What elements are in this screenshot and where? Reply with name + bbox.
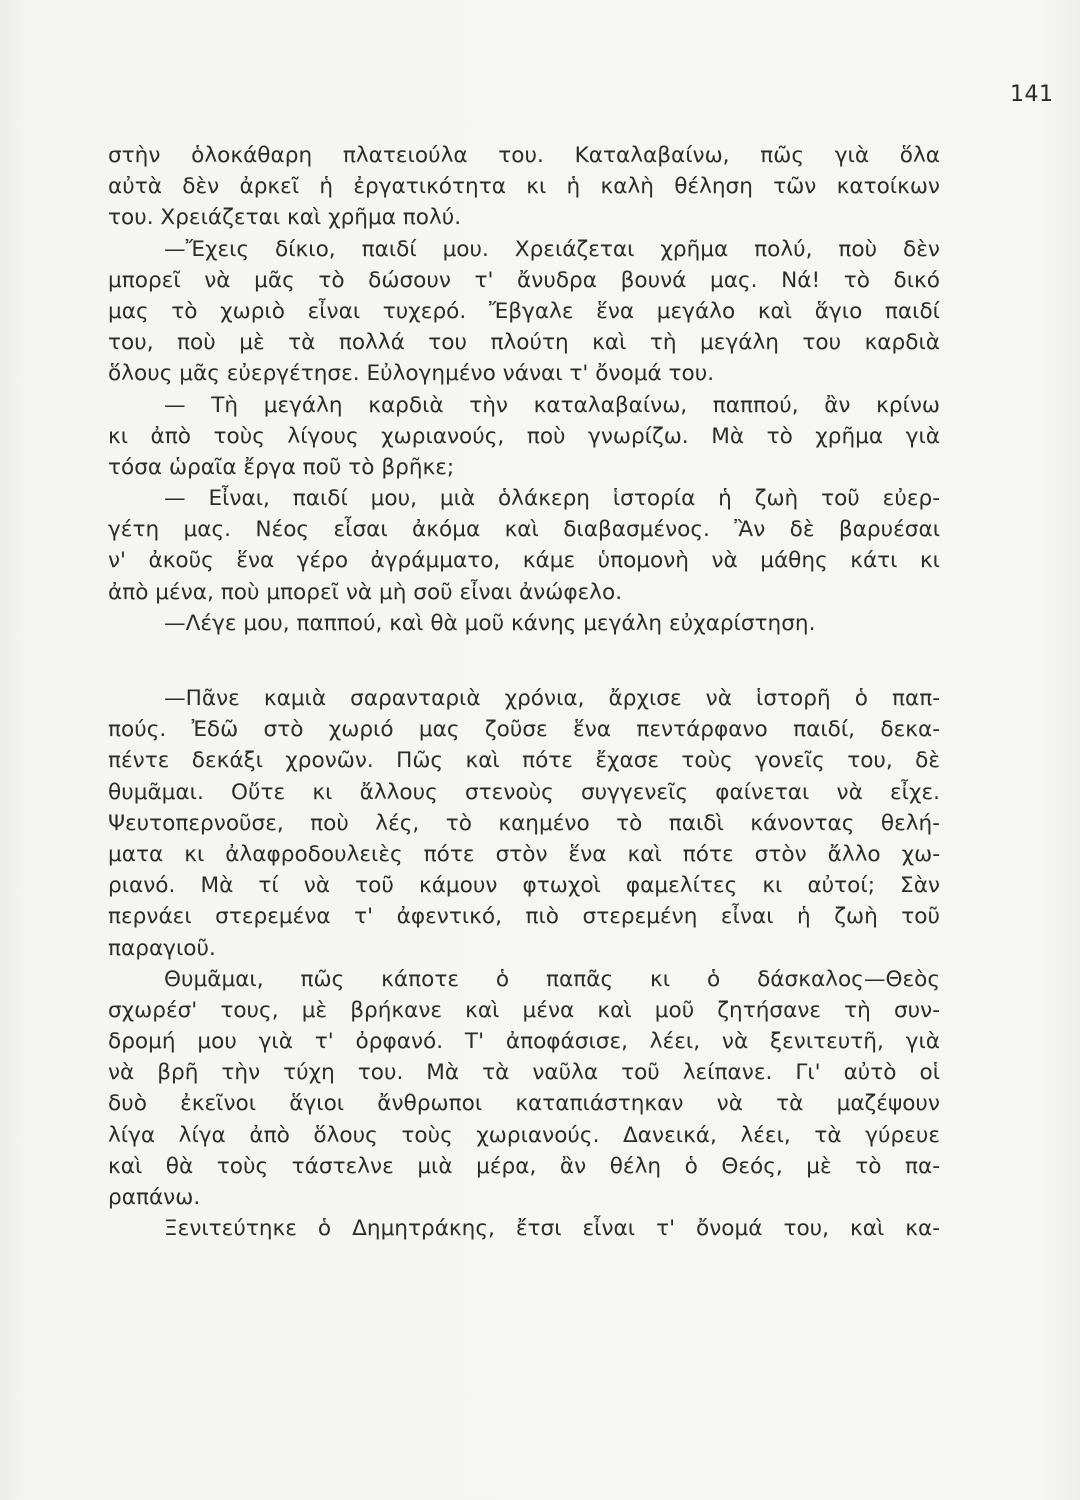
text-line: αὐτὰ δὲν ἀρκεῖ ἡ ἐργατικότητα κι ἡ καλὴ θέληση τῶν κατοίκων [108,174,940,200]
section-gap [108,639,940,683]
text-line: ριανό. Μὰ τί νὰ τοῦ κάμουν φτωχοὶ φαμελίτες κι αὐτοί; Σὰν [108,873,940,899]
text-line: δυὸ ἐκεῖνοι ἅγιοι ἄνθρωποι καταπιάστηκαν νὰ τὰ μαζέψουν [108,1091,940,1117]
text-line: μπορεῖ νὰ μᾶς τὸ δώσουν τ' ἄνυδρα βουνά μας. Νά! τὸ δικό [108,267,940,293]
paragraph [108,483,940,608]
paragraph [108,1213,940,1244]
text-line: —Λέγε μου, παππού, καὶ θὰ μοῦ κάνης μεγάλη εὐχαρίστηση. [164,610,816,636]
text-line: ραπάνω. [108,1185,201,1210]
paragraph [108,964,940,1214]
paragraph [108,608,940,639]
text-line: — Τὴ μεγάλη καρδιὰ τὴν καταλαβαίνω, παππού, ἂν κρίνω [164,392,940,418]
text-line: νὰ βρῆ τὴν τύχη του. Μὰ τὰ ναῦλα τοῦ λείπανε. Γι' αὐτὸ οἱ [108,1060,940,1086]
text-line: παραγιοῦ. [108,935,216,961]
text-line: —Πᾶνε καμιὰ σαρανταριὰ χρόνια, ἄρχισε νὰ ἱστορῆ ὁ παπ- [164,686,940,711]
text-line: πούς. Ἐδῶ στὸ χωριό μας ζοῦσε ἕνα πεντάρφανο παιδί, δεκα- [108,717,940,743]
text-line: γέτη μας. Νέος εἶσαι ἀκόμα καὶ διαβασμένος. Ἂν δὲ βαρυέσαι [108,517,940,543]
text-line: τόσα ὡραῖα ἔργα ποῦ τὸ βρῆκε; [108,454,455,480]
text-line: Ξενιτεύτηκε ὁ Δημητράκης, ἔτσι εἶναι τ' ὄνομά του, καὶ κα- [164,1216,940,1242]
text-line: Θυμᾶμαι, πῶς κάποτε ὁ παπᾶς κι ὁ δάσκαλος—Θεὸς [164,966,940,992]
text-line: δρομή μου γιὰ τ' ὀρφανό. Τ' ἀποφάσισε, λέει, νὰ ξενιτευτῆ, γιὰ [108,1029,940,1055]
text-line: Ψευτοπερνοῦσε, ποὺ λές, τὸ καημένο τὸ παιδὶ κάνοντας θελή- [108,810,940,836]
text-line: καὶ θὰ τοὺς τάστελνε μιὰ μέρα, ἂν θέλη ὁ Θεός, μὲ τὸ πα- [108,1153,940,1179]
text-line: κι ἀπὸ τοὺς λίγους χωριανούς, ποὺ γνωρίζω. Μὰ τὸ χρῆμα γιὰ [108,423,940,449]
paragraph [108,390,940,484]
text-line: ἀπὸ μένα, ποὺ μπορεῖ νὰ μὴ σοῦ εἶναι ἀνώφελο. [108,579,623,605]
text-line: θυμᾶμαι. Οὔτε κι ἄλλους στενοὺς συγγενεῖς φαίνεται νὰ εἶχε. [108,779,940,805]
paragraph [108,683,940,964]
text-line: περνάει στερεμένα τ' ἀφεντικό, πιὸ στερεμένη εἶναι ἡ ζωὴ τοῦ [108,904,940,930]
page-number: 141 [1010,82,1054,107]
text-line: ν' ἀκοῦς ἕνα γέρο ἀγράμματο, κάμε ὑπομονὴ νὰ μάθης κάτι κι [108,548,940,574]
text-line: μας τὸ χωριὸ εἶναι τυχερό. Ἔβγαλε ἕνα μεγάλο καὶ ἅγιο παιδί [108,298,940,324]
text-line: λίγα λίγα ἀπὸ ὅλους τοὺς χωριανούς. Δανεικά, λέει, τὰ γύρευε [108,1122,940,1148]
body-text [108,140,940,1244]
text-line: πέντε δεκάξι χρονῶν. Πῶς καὶ πότε ἔχασε τοὺς γονεῖς του, δὲ [108,748,940,774]
text-line: ματα κι ἀλαφροδουλειὲς πότε στὸν ἕνα καὶ πότε στὸν ἄλλο χω- [108,841,940,867]
text-line: —Ἔχεις δίκιο, παιδί μου. Χρειάζεται χρῆμα πολύ, ποὺ δὲν [164,236,940,262]
text-line: ὅλους μᾶς εὐεργέτησε. Εὐλογημένο νάναι τ' ὄνομά του. [108,361,715,387]
text-line: του, ποὺ μὲ τὰ πολλά του πλούτη καὶ τὴ μεγάλη του καρδιὰ [108,330,940,356]
text-line: σχωρέσ' τους, μὲ βρήκανε καὶ μένα καὶ μοῦ ζητήσανε τὴ συν- [108,997,940,1023]
text-line: — Εἶναι, παιδί μου, μιὰ ὁλάκερη ἱστορία ἡ ζωὴ τοῦ εὐερ- [164,486,940,512]
paragraph [108,140,940,234]
text-line: στὴν ὁλοκάθαρη πλατειούλα του. Καταλαβαίνω, πῶς γιὰ ὅλα [108,143,940,168]
paragraph [108,234,940,390]
text-line: του. Χρειάζεται καὶ χρῆμα πολύ. [108,205,462,231]
